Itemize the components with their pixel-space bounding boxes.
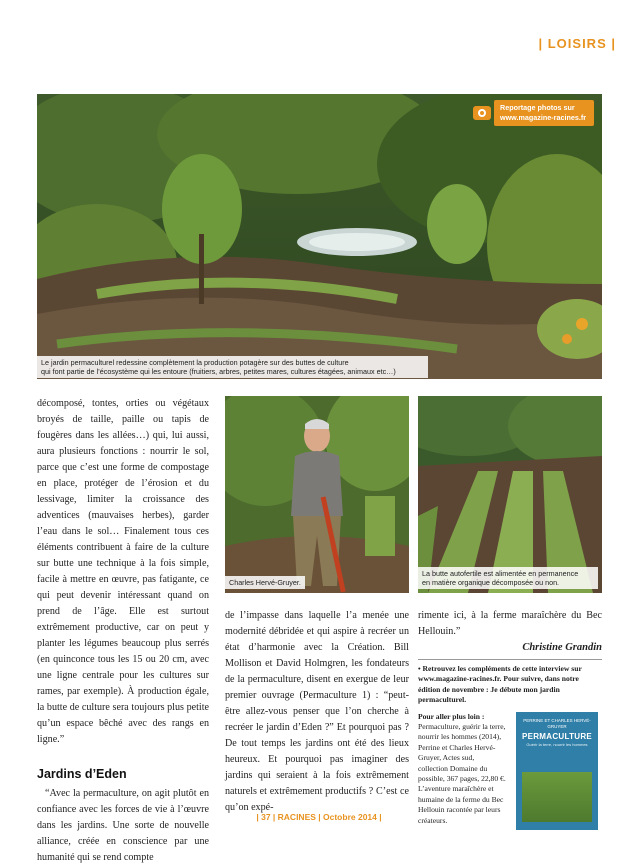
camera-icon bbox=[473, 106, 491, 120]
portrait-image bbox=[225, 396, 409, 593]
bed-caption-line-1: La butte autofertile est alimentée en permanence bbox=[422, 569, 579, 578]
bed-image bbox=[418, 396, 602, 593]
section-tag: | LOISIRS | bbox=[538, 36, 616, 51]
column-1 bbox=[37, 396, 209, 866]
col1-paragraph-2: “Avec la permaculture, on agit plutôt en confiance avec les forces de vie à l’œuvre dans les jardins. Une sorte de nouvelle alliance, créée en conscience par une humanité qui se rend compte bbox=[37, 788, 209, 863]
main-photo-caption bbox=[37, 356, 428, 378]
further-label: Pour aller plus loin : bbox=[418, 711, 485, 721]
column-3 bbox=[418, 608, 602, 830]
author-signature: Christine Grandin bbox=[522, 642, 602, 653]
caption-line-1: Le jardin permaculturel redessine complètement la production potagère sur des buttes de culture bbox=[41, 358, 349, 367]
portrait-caption: Charles Hervé-Gruyer. bbox=[225, 576, 305, 589]
page-footer: | 37 | RACINES | Octobre 2014 | bbox=[256, 812, 382, 822]
online-note-text: • Retrouvez les compléments de cette interview sur www.magazine-racines.fr. Pour suivre, dans notre édition de novembre : Je débute mon jardin permaculturel. bbox=[418, 664, 582, 705]
bed-photo bbox=[418, 396, 602, 593]
column-2 bbox=[225, 608, 409, 816]
bed-caption-line-2: en matière organique décomposée ou non. bbox=[422, 578, 560, 587]
col3-paragraph-1: rimente ici, à la ferme maraîchère du Bec Hellouin.” bbox=[418, 610, 602, 637]
garden-image bbox=[37, 94, 602, 379]
book-title: PERMACULTURE bbox=[521, 731, 593, 741]
col1-paragraph-1: décomposé, tontes, orties ou végétaux broyés de taille, paille ou tapis de fougères dans les allées…) qui, lui aussi, aura plusieurs fonctions : nourrir le sol, parce que c’est une forme de compostage en place, protéger de l’érosion et du lessivage, limiter la croissance des adventices (mauvaises herbes), garder l’eau dans le sol… Finalement tous ces éléments contribuent à faire de la culture sur butte une technique à la fois simple, facile à mettre en œuvre, pas fatigante, ce qui peut devenir intéressant quand on prend de l’âge. Elle est surtout extrêmement productive, car on peut y planter les légumes beaucoup plus serrés (en quinconce tous les 15 ou 20 cm, avec une ligne centrale pour les cultures sur rames, par exemple). À production égale, la butte de culture sera toujours plus petite qu’un espace bêché avec des rangs en ligne.” bbox=[37, 398, 209, 745]
reportage-badge[interactable] bbox=[473, 100, 594, 126]
portrait-photo bbox=[225, 396, 409, 593]
section-heading: Jardins d’Eden bbox=[37, 767, 127, 781]
further-text: Permaculture, guérir la terre, nourrir les hommes (2014), Perrine et Charles Hervé-Gruyer, Actes sud, collection Domaine du possible, 367 pages, 22,80 €. L’aventure maraîchère et humaine de la ferme du Bec Hellouin racontée par leurs créateurs. bbox=[418, 722, 506, 825]
book-subtitle: Guérir la terre, nourrir les hommes bbox=[526, 741, 588, 747]
book-authors: PERRINE ET CHARLES HERVÉ-GRUYER bbox=[523, 717, 591, 729]
main-garden-photo bbox=[37, 94, 602, 379]
caption-line-2: qui font partie de l’écosystème qui les entoure (fruitiers, arbres, petites mares, cultures étagées, animaux etc…) bbox=[41, 367, 396, 376]
online-note bbox=[418, 664, 602, 706]
bed-caption bbox=[418, 567, 598, 589]
col2-paragraph-1: de l’impasse dans laquelle l’a menée une modernité débridée et qui aspire à recréer un état d’harmonie avec la Création. Bill Mollison et David Holmgren, les fondateurs de la permaculture, disent en exergue de leur premier ouvrage (Permaculture 1) : “peut-être allez-vous penser que l’on cherche à recréer le jardin d’Eden ?” Et pourquoi pas ? De tout temps les jardins ont été des lieux heureux. Et pourquoi pas imaginer des jardins qui seraient à la fois extrêmement naturels et extrêmement productifs ? C’est ce qu’on expé- bbox=[225, 610, 409, 813]
reportage-text: Reportage photos sur www.magazine-racines.fr bbox=[494, 100, 594, 126]
